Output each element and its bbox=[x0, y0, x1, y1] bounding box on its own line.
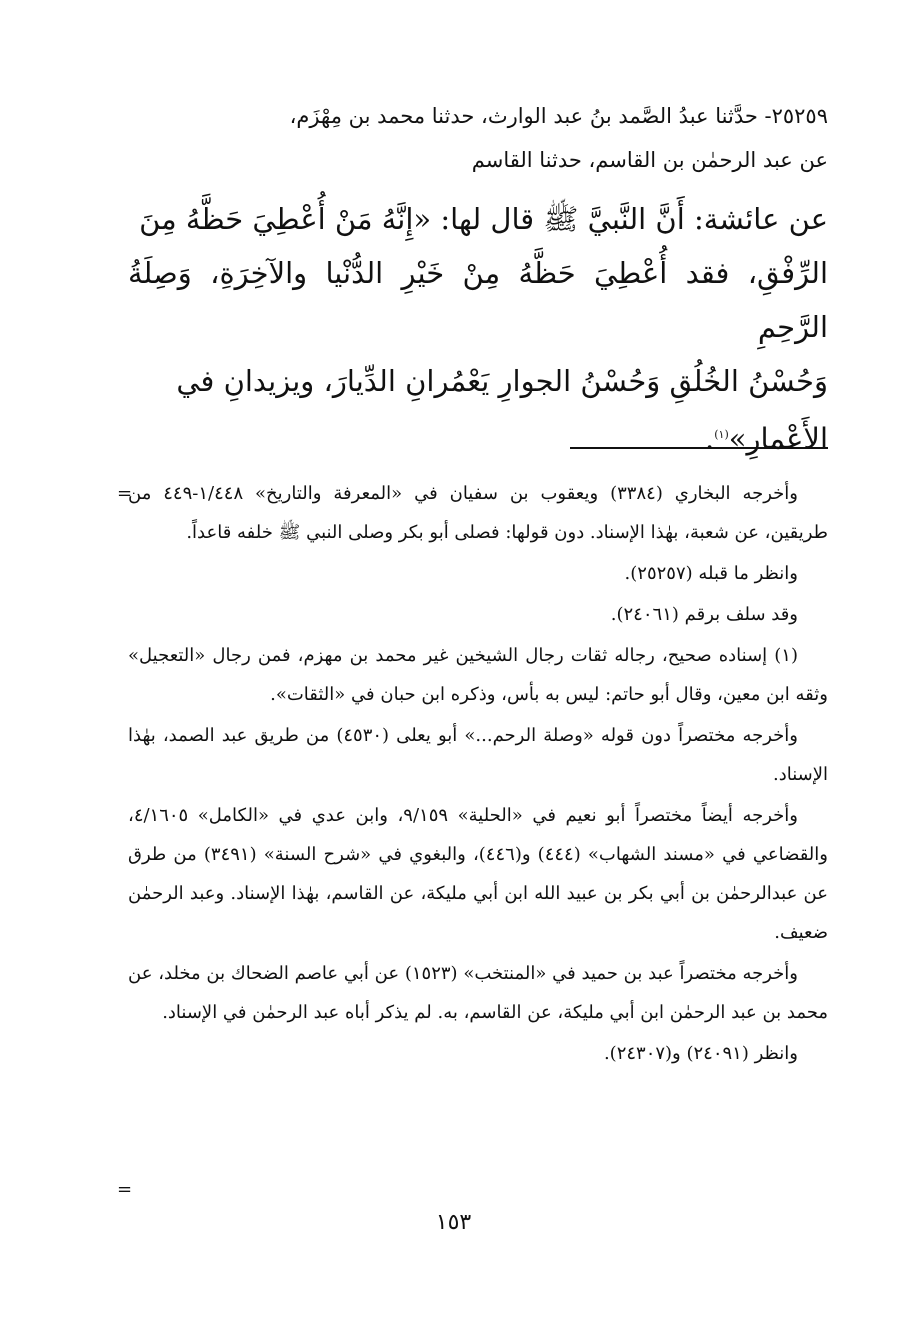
continuation-mark-bottom: = bbox=[117, 1179, 133, 1200]
footnote-paragraph: وانظر (٢٤٠٩١) و(٢٤٣٠٧). bbox=[603, 1043, 798, 1064]
footnote-reference: (١) bbox=[714, 428, 729, 441]
matn-end: . bbox=[705, 421, 715, 456]
page-number: ١٥٣ bbox=[435, 1210, 472, 1235]
matn-line: الرِّفْقِ، فقد أُعْطِيَ حَظَّهُ مِنْ خَيْرِ الدُّنْيا والآخِرَةِ، وَصِلَةُ الرَّحِمِ bbox=[128, 256, 828, 344]
footnote-paragraph: (١) إسناده صحيح، رجاله ثقات رجال الشيخين غير محمد بن مهزم، فمن رجال «التعجيل» وثقه ابن معين، وقال أبو حاتم: ليس به بأس، وذكره ابن حبان في «الثقات». bbox=[128, 645, 828, 705]
footnote-paragraph: وانظر ما قبله (٢٥٢٥٧). bbox=[624, 563, 798, 584]
hadith-isnad bbox=[128, 94, 828, 182]
footnotes bbox=[128, 474, 828, 1075]
footnote-divider bbox=[570, 447, 828, 449]
matn-line-last bbox=[128, 408, 828, 466]
footnote-paragraph: وأخرجه البخاري (٣٣٨٤) ويعقوب بن سفيان في «المعرفة والتاريخ» ١/٤٤٨-٤٤٩ من طريقين، عن شعبة، بهٰذا الإسناد. دون قولها: فصلى أبو بكر وصلى النبي ﷺ خلفه قاعداً. bbox=[128, 483, 828, 543]
footnote-paragraph: وأخرجه أيضاً مختصراً أبو نعيم في «الحلية» ٩/١٥٩، وابن عدي في «الكامل» ٤/١٦٠٥، والقضاعي في «مسند الشهاب» (٤٤٤) و(٤٤٦)، والبغوي في «شرح السنة» (٣٤٩١) من طرق عن عبدالرحمٰن بن أبي بكر بن عبيد الله ابن أبي مليكة، عن القاسم، بهٰذا الإسناد. وعبد الرحمٰن ضعيف. bbox=[128, 805, 828, 943]
continuation-mark-top: = bbox=[117, 483, 133, 504]
footnote-paragraph: وأخرجه مختصراً عبد بن حميد في «المنتخب» (١٥٢٣) عن أبي عاصم الضحاك بن مخلد، عن محمد بن عبد الرحمٰن ابن أبي مليكة، عن القاسم، به. لم يذكر أباه عبد الرحمٰن في الإسناد. bbox=[128, 963, 828, 1023]
isnad-line: ٢٥٢٥٩- حدَّثنا عبدُ الصَّمد بنُ عبد الوارث، حدثنا محمد بن مِهْزَم، bbox=[289, 104, 828, 128]
matn-line: وَحُسْنُ الخُلُقِ وَحُسْنُ الجوارِ يَعْمُرانِ الدِّيارَ، ويزيدانِ في bbox=[176, 364, 828, 398]
footnote-paragraph: وأخرجه مختصراً دون قوله «وصلة الرحم...» أبو يعلى (٤٥٣٠) من طريق عبد الصمد، بهٰذا الإسناد. bbox=[128, 725, 828, 785]
matn-line: عن عائشة: أَنَّ النَّبيَّ ﷺ قال لها: «إِنَّهُ مَنْ أُعْطِيَ حَظَّهُ مِنَ bbox=[139, 202, 828, 236]
hadith-matn bbox=[128, 192, 828, 466]
isnad-line: عن عبد الرحمٰن بن القاسم، حدثنا القاسم bbox=[471, 148, 828, 172]
footnote-paragraph: وقد سلف برقم (٢٤٠٦١). bbox=[610, 604, 798, 625]
matn-line: الأَعْمارِ» bbox=[728, 421, 828, 456]
